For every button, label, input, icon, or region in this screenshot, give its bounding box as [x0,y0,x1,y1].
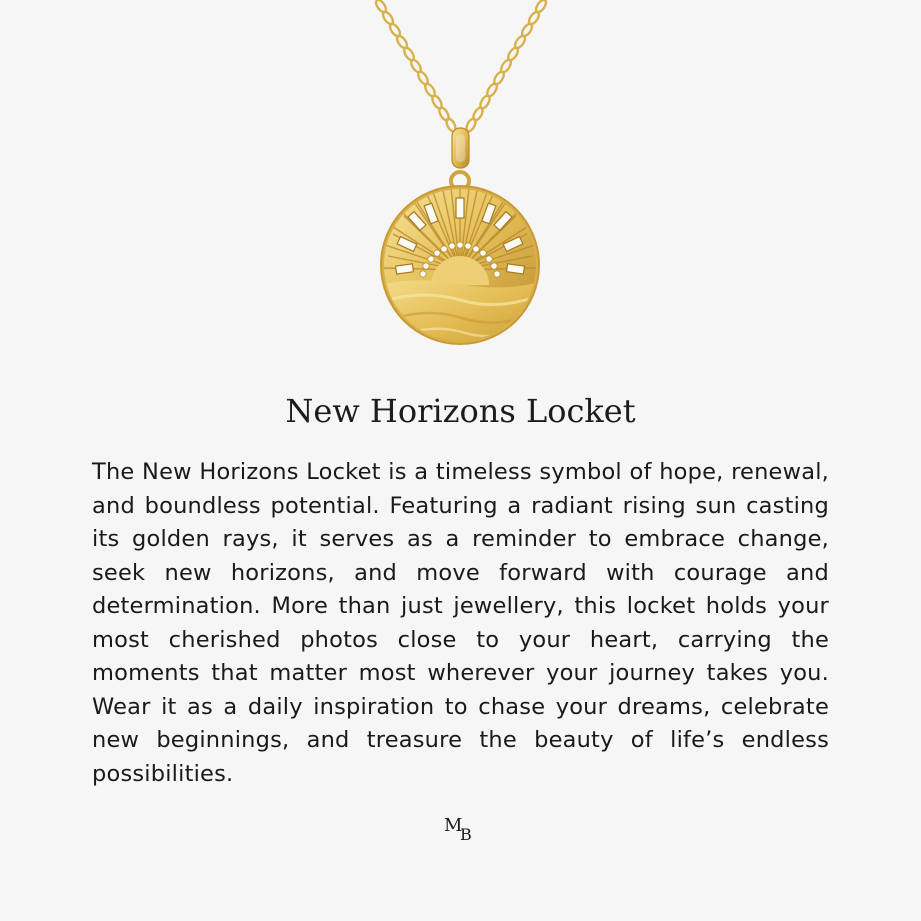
brand-logo [0,812,921,849]
sunrise-locket-pendant [380,185,540,350]
locket-bail [451,128,469,190]
brand-monogram-icon [441,812,481,844]
product-image [0,0,921,380]
product-title: New Horizons Locket [285,392,636,430]
product-description: The New Horizons Locket is a timeless symbol of hope, renewal, and boundless potential. Featuring a radiant rising sun casting its golden rays, it serves as a reminder to embrace change, seek new horizons, and move forward with courage and determination. More than just jewellery, this locket holds your most cherished photos close to your heart, carrying the moments that matter most wherever your journey takes you. Wear it as a daily inspiration to chase your dreams, celebrate new beginnings, and treasure the beauty of life’s endless possibilities. [92,459,829,787]
necklace-chain [374,0,548,133]
svg-text:B: B [459,825,472,844]
svg-text:M: M [443,815,462,836]
